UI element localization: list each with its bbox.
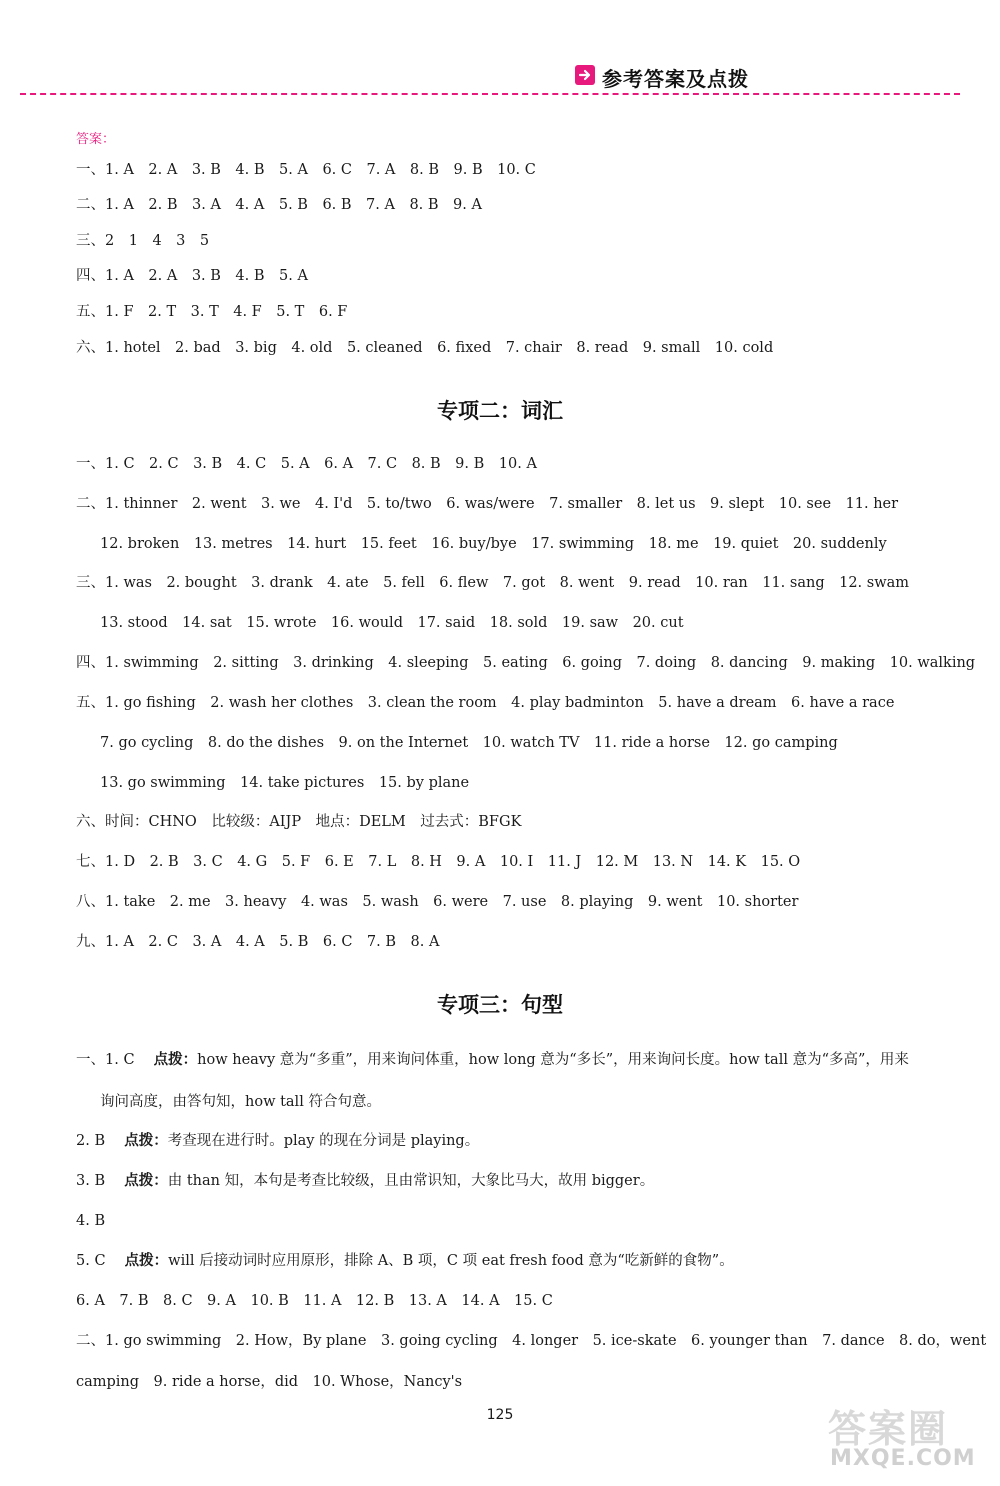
answer-line: 二、1. A 2. B 3. A 4. A 5. B 6. B 7. A 8. B 9. A — [76, 197, 482, 213]
answer-number: 5. C — [76, 1253, 106, 1269]
answer-line: 五、1. go fishing 2. wash her clothes 3. clean the room 4. play badminton 5. have a dream 6. have a race — [76, 695, 895, 711]
answer-line: camping 9. ride a horse，did 10. Whose，Nancy's — [76, 1374, 463, 1390]
section-title-vocabulary: 专项二：词汇 — [437, 399, 563, 423]
answer-item — [76, 1171, 654, 1191]
header-title: 参考答案及点拨 — [602, 67, 749, 91]
answer-line: 六、1. hotel 2. bad 3. big 4. old 5. cleaned 6. fixed 7. chair 8. read 9. small 10. cold — [76, 340, 774, 356]
answer-line: 四、1. A 2. A 3. B 4. B 5. A — [76, 268, 308, 284]
answer-line: 二、1. thinner 2. went 3. we 4. I'd 5. to/two 6. was/were 7. smaller 8. let us 9. slept 10. see 11. her — [76, 496, 899, 512]
answer-line: 八、1. take 2. me 3. heavy 4. was 5. wash 6. were 7. use 8. playing 9. went 10. shorter — [76, 894, 799, 910]
answer-line: 13. stood 14. sat 15. wrote 16. would 17. said 18. sold 19. saw 20. cut — [100, 615, 684, 631]
answer-item: 4. B — [76, 1213, 106, 1229]
tip-label: 点拨： — [124, 1252, 169, 1269]
answer-item — [76, 1251, 734, 1271]
answers-label: 答案： — [76, 132, 116, 147]
answer-line: 7. go cycling 8. do the dishes 9. on the Internet 10. watch TV 11. ride a horse 12. go camping — [100, 735, 838, 751]
tip-text: will 后接动词时应用原形，排除 A、B 项，C 项 eat fresh food 意为“吃新鲜的食物”。 — [168, 1253, 734, 1269]
tip-text: 考查现在进行时。play 的现在分词是 playing。 — [167, 1133, 480, 1149]
answer-line: 12. broken 13. metres 14. hurt 15. feet 16. buy/bye 17. swimming 18. me 19. quiet 20. suddenly — [100, 536, 887, 552]
answer-line: 13. go swimming 14. take pictures 15. by plane — [100, 775, 470, 791]
answer-line: 四、1. swimming 2. sitting 3. drinking 4. sleeping 5. eating 6. going 7. doing 8. dancing 9. making 10. walking — [76, 655, 976, 671]
tip-label: 点拨： — [124, 1172, 168, 1189]
answer-line: 五、1. F 2. T 3. T 4. F 5. T 6. F — [76, 304, 348, 320]
answer-line: 6. A 7. B 8. C 9. A 10. B 11. A 12. B 13. A 14. A 15. C — [76, 1293, 553, 1309]
page-number: 125 — [486, 1407, 514, 1423]
answer-line: 一、1. A 2. A 3. B 4. B 5. A 6. C 7. A 8. B 9. B 10. C — [76, 162, 536, 178]
answer-number: 3. B — [76, 1173, 106, 1189]
header-divider — [20, 93, 960, 95]
answer-line: 六、时间：CHNO 比较级：AIJP 地点：DELM 过去式：BFGK — [76, 814, 522, 830]
answer-line: 九、1. A 2. C 3. A 4. A 5. B 6. C 7. B 8. A — [76, 934, 440, 950]
arrow-right-icon — [575, 65, 595, 85]
answer-number: 一、1. C — [76, 1052, 135, 1068]
tip-label: 点拨： — [124, 1132, 168, 1149]
tip-label: 点拨： — [153, 1051, 198, 1068]
watermark-logo: 答案圈 — [828, 1407, 949, 1451]
tip-text: 由 than 知，本句是考查比较级，且由常识知，大象比马大，故用 bigger。 — [167, 1173, 655, 1189]
answer-item — [76, 1131, 479, 1151]
answer-number: 2. B — [76, 1133, 106, 1149]
watermark-url: MXQE.COM — [830, 1446, 976, 1471]
watermark — [820, 1398, 990, 1478]
tip-text-continued: 询问高度，由答句知，how tall 符合句意。 — [100, 1094, 381, 1110]
answer-line: 一、1. C 2. C 3. B 4. C 5. A 6. A 7. C 8. B 9. B 10. A — [76, 456, 537, 472]
tip-text: how heavy 意为“多重”，用来询问体重，how long 意为“多长”，用来询问长度。how tall 意为“多高”，用来 — [197, 1052, 909, 1068]
answer-line: 三、1. was 2. bought 3. drank 4. ate 5. fell 6. flew 7. got 8. went 9. read 10. ran 11. sang 12. swam — [76, 575, 910, 591]
section-title-sentences: 专项三：句型 — [437, 993, 563, 1017]
page-header — [0, 60, 1000, 100]
answer-line: 七、1. D 2. B 3. C 4. G 5. F 6. E 7. L 8. H 9. A 10. I 11. J 12. M 13. N 14. K 15. O — [76, 854, 801, 870]
answer-line: 二、1. go swimming 2. How，By plane 3. going cycling 4. longer 5. ice-skate 6. younger than 7. dance 8. do，went — [76, 1333, 987, 1349]
answer-item — [76, 1050, 909, 1070]
answer-line: 三、2 1 4 3 5 — [76, 233, 210, 249]
